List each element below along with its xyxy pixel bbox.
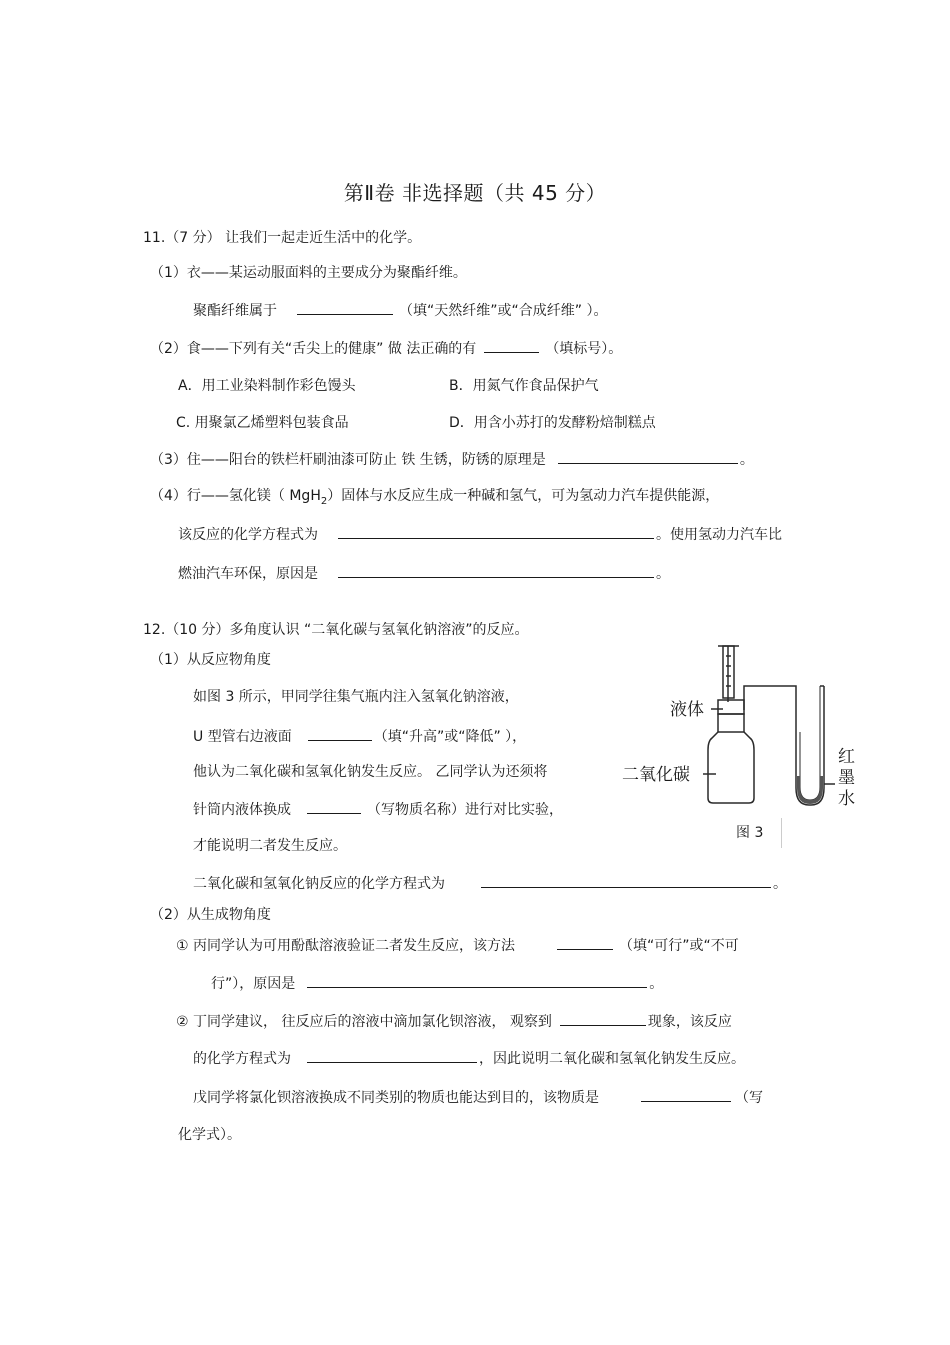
q11-part4-text-c: 该反应的化学方程式为	[178, 527, 318, 543]
q12-s1-line-b	[193, 726, 526, 747]
bottle-neck	[718, 714, 744, 732]
q11-option-a: A．用工业染料制作彩色馒头	[178, 378, 356, 394]
q11-option-c: C. 用聚氯乙烯塑料包装食品	[176, 415, 349, 431]
q12-s1-text-h: 二氧化碳和氢氧化钠反应的化学方程式为	[193, 876, 445, 892]
q12-s2-text-1a: ① 丙同学认为可用酚酞溶液验证二者发生反应，该方法	[176, 938, 515, 954]
q12-s2-feasible-blank[interactable]	[557, 935, 613, 950]
q12-s2-phenomenon-blank[interactable]	[560, 1011, 646, 1026]
q11-part4-equation-line	[178, 524, 782, 545]
q11-part1-text-b: （填“天然纤维”或“合成纤维” ）。	[399, 303, 608, 319]
q12-s2-text-2c: 的化学方程式为	[193, 1051, 291, 1067]
q11-option-b: B．用氮气作食品保护气	[449, 378, 599, 394]
label-red-ink-2: 墨	[838, 768, 855, 788]
q11-part4-subscript: 2	[320, 495, 328, 507]
q12-s2-text-2b: 现象，该反应	[647, 1014, 732, 1030]
figure-apparatus	[620, 640, 870, 850]
q12-s1-text-b: U 型管右边液面	[193, 729, 292, 745]
q12-s2-equation-blank[interactable]	[307, 1048, 477, 1063]
gas-bottle	[708, 732, 754, 803]
q12-s1-equation-blank[interactable]	[481, 873, 771, 888]
q12-s1-line-e	[193, 799, 563, 820]
q12-s1-line-g: 才能说明二者发生反应。	[193, 838, 347, 854]
q12-section1-head: （1）从反应物角度	[150, 652, 271, 668]
q11-part1-blank[interactable]	[297, 300, 393, 315]
q11-part4-text-d: 。使用氢动力汽车比	[656, 527, 782, 543]
q12-section2-head: （2）从生成物角度	[150, 907, 271, 923]
q11-part2-line	[150, 338, 622, 359]
q11-part1-text-a: 聚酯纤维属于	[193, 303, 277, 319]
q11-part4-text-a: （4）行——氢化镁（ MgH	[150, 488, 321, 504]
q12-s2-text-3b: （写	[735, 1090, 763, 1106]
q12-s2-item1-line	[176, 935, 739, 956]
q11-part4-line	[150, 486, 719, 512]
q11-part2-blank[interactable]	[484, 338, 539, 353]
q12-s1-line-a: 如图 3 所示，甲同学往集气瓶内注入氢氧化钠溶液，	[193, 689, 519, 705]
q12-s1-text-c: （填“升高”或“降低” ），	[373, 729, 527, 745]
q12-s2-equation-line	[193, 1048, 745, 1069]
label-liquid: 液体	[670, 700, 704, 720]
q11-part3-text-b: 。	[739, 452, 754, 468]
q12-s1-line-h	[193, 873, 787, 894]
delivery-tube	[744, 686, 796, 732]
q12-s2-text-1d: 。	[649, 976, 664, 992]
q11-option-d: D．用含小苏打的发酵粉焙制糕点	[449, 415, 656, 431]
q12-s2-text-1b: （填“可行”或“不可	[619, 938, 739, 954]
q12-s2-reason-blank[interactable]	[307, 973, 647, 988]
q12-s1-text-f: （写物质名称）进行对比实验，	[367, 802, 563, 818]
q12-header: 12.（10 分）多角度认识 “二氧化碳与氢氧化钠溶液”的反应。	[143, 622, 529, 638]
q11-part2-text-b: （填标号）。	[545, 341, 623, 357]
q11-part3-text-a: （3）住——阳台的铁栏杆刷油漆可防止 铁 生锈，防锈的原理是	[150, 452, 546, 468]
q11-header: 11.（7 分） 让我们一起走近生活中的化学。	[143, 230, 422, 246]
q12-s2-text-1c: 行”），原因是	[211, 976, 296, 992]
q11-part4-text-f: 。	[656, 566, 670, 582]
q11-part4-text-e: 燃油汽车环保，原因是	[178, 566, 318, 582]
q11-part3-line	[150, 449, 754, 470]
q12-s2-text-2d: ，因此说明二氧化碳和氢氧化钠发生反应。	[479, 1051, 745, 1067]
q12-s1-text-e: 针筒内液体换成	[193, 802, 291, 818]
figure-caption: 图 3	[736, 825, 764, 841]
q12-s2-text-3a: 戊同学将氯化钡溶液换成不同类别的物质也能达到目的，该物质是	[193, 1090, 599, 1106]
q12-s1-line-d: 他认为二氧化碳和氢氧化钠发生反应。 乙同学认为还须将	[193, 764, 548, 780]
bottle-stopper	[718, 700, 744, 714]
q11-part4-reason-line	[178, 563, 670, 584]
section-title: 第Ⅱ卷 非选择题（共 45 分）	[343, 181, 607, 205]
q11-part3-blank[interactable]	[558, 449, 738, 464]
q12-s1-level-blank[interactable]	[308, 726, 372, 741]
u-tube-inner	[800, 686, 820, 800]
q12-s2-item3-line	[193, 1087, 763, 1108]
q12-s2-item2-line	[176, 1011, 732, 1032]
q12-s2-text-2a: ② 丁同学建议， 往反应后的溶液中滴加氯化钡溶液， 观察到	[176, 1014, 552, 1030]
q11-part1-head: （1）衣——某运动服面料的主要成分为聚酯纤维。	[150, 265, 467, 281]
q12-s2-reason-line	[211, 973, 663, 994]
q12-s1-text-i: 。	[773, 876, 787, 892]
q12-s1-substance-blank[interactable]	[307, 799, 361, 814]
label-co2: 二氧化碳	[622, 765, 690, 785]
q11-part4-reason-blank[interactable]	[338, 563, 654, 578]
label-red-ink-3: 水	[838, 789, 855, 809]
figure-divider	[781, 818, 782, 848]
q11-part4-equation-blank[interactable]	[338, 524, 654, 539]
q11-part4-text-b: ）固体与水反应生成一种碱和氢气，可为氢动力汽车提供能源，	[327, 488, 720, 504]
q12-s2-line-3c: 化学式）。	[178, 1127, 241, 1143]
q11-part1-line	[193, 300, 607, 321]
q11-part2-text-a: （2）食——下列有关“舌尖上的健康” 做 法正确的有	[150, 341, 477, 357]
label-red-ink-1: 红	[838, 747, 855, 767]
q12-s2-formula-blank[interactable]	[641, 1087, 731, 1102]
